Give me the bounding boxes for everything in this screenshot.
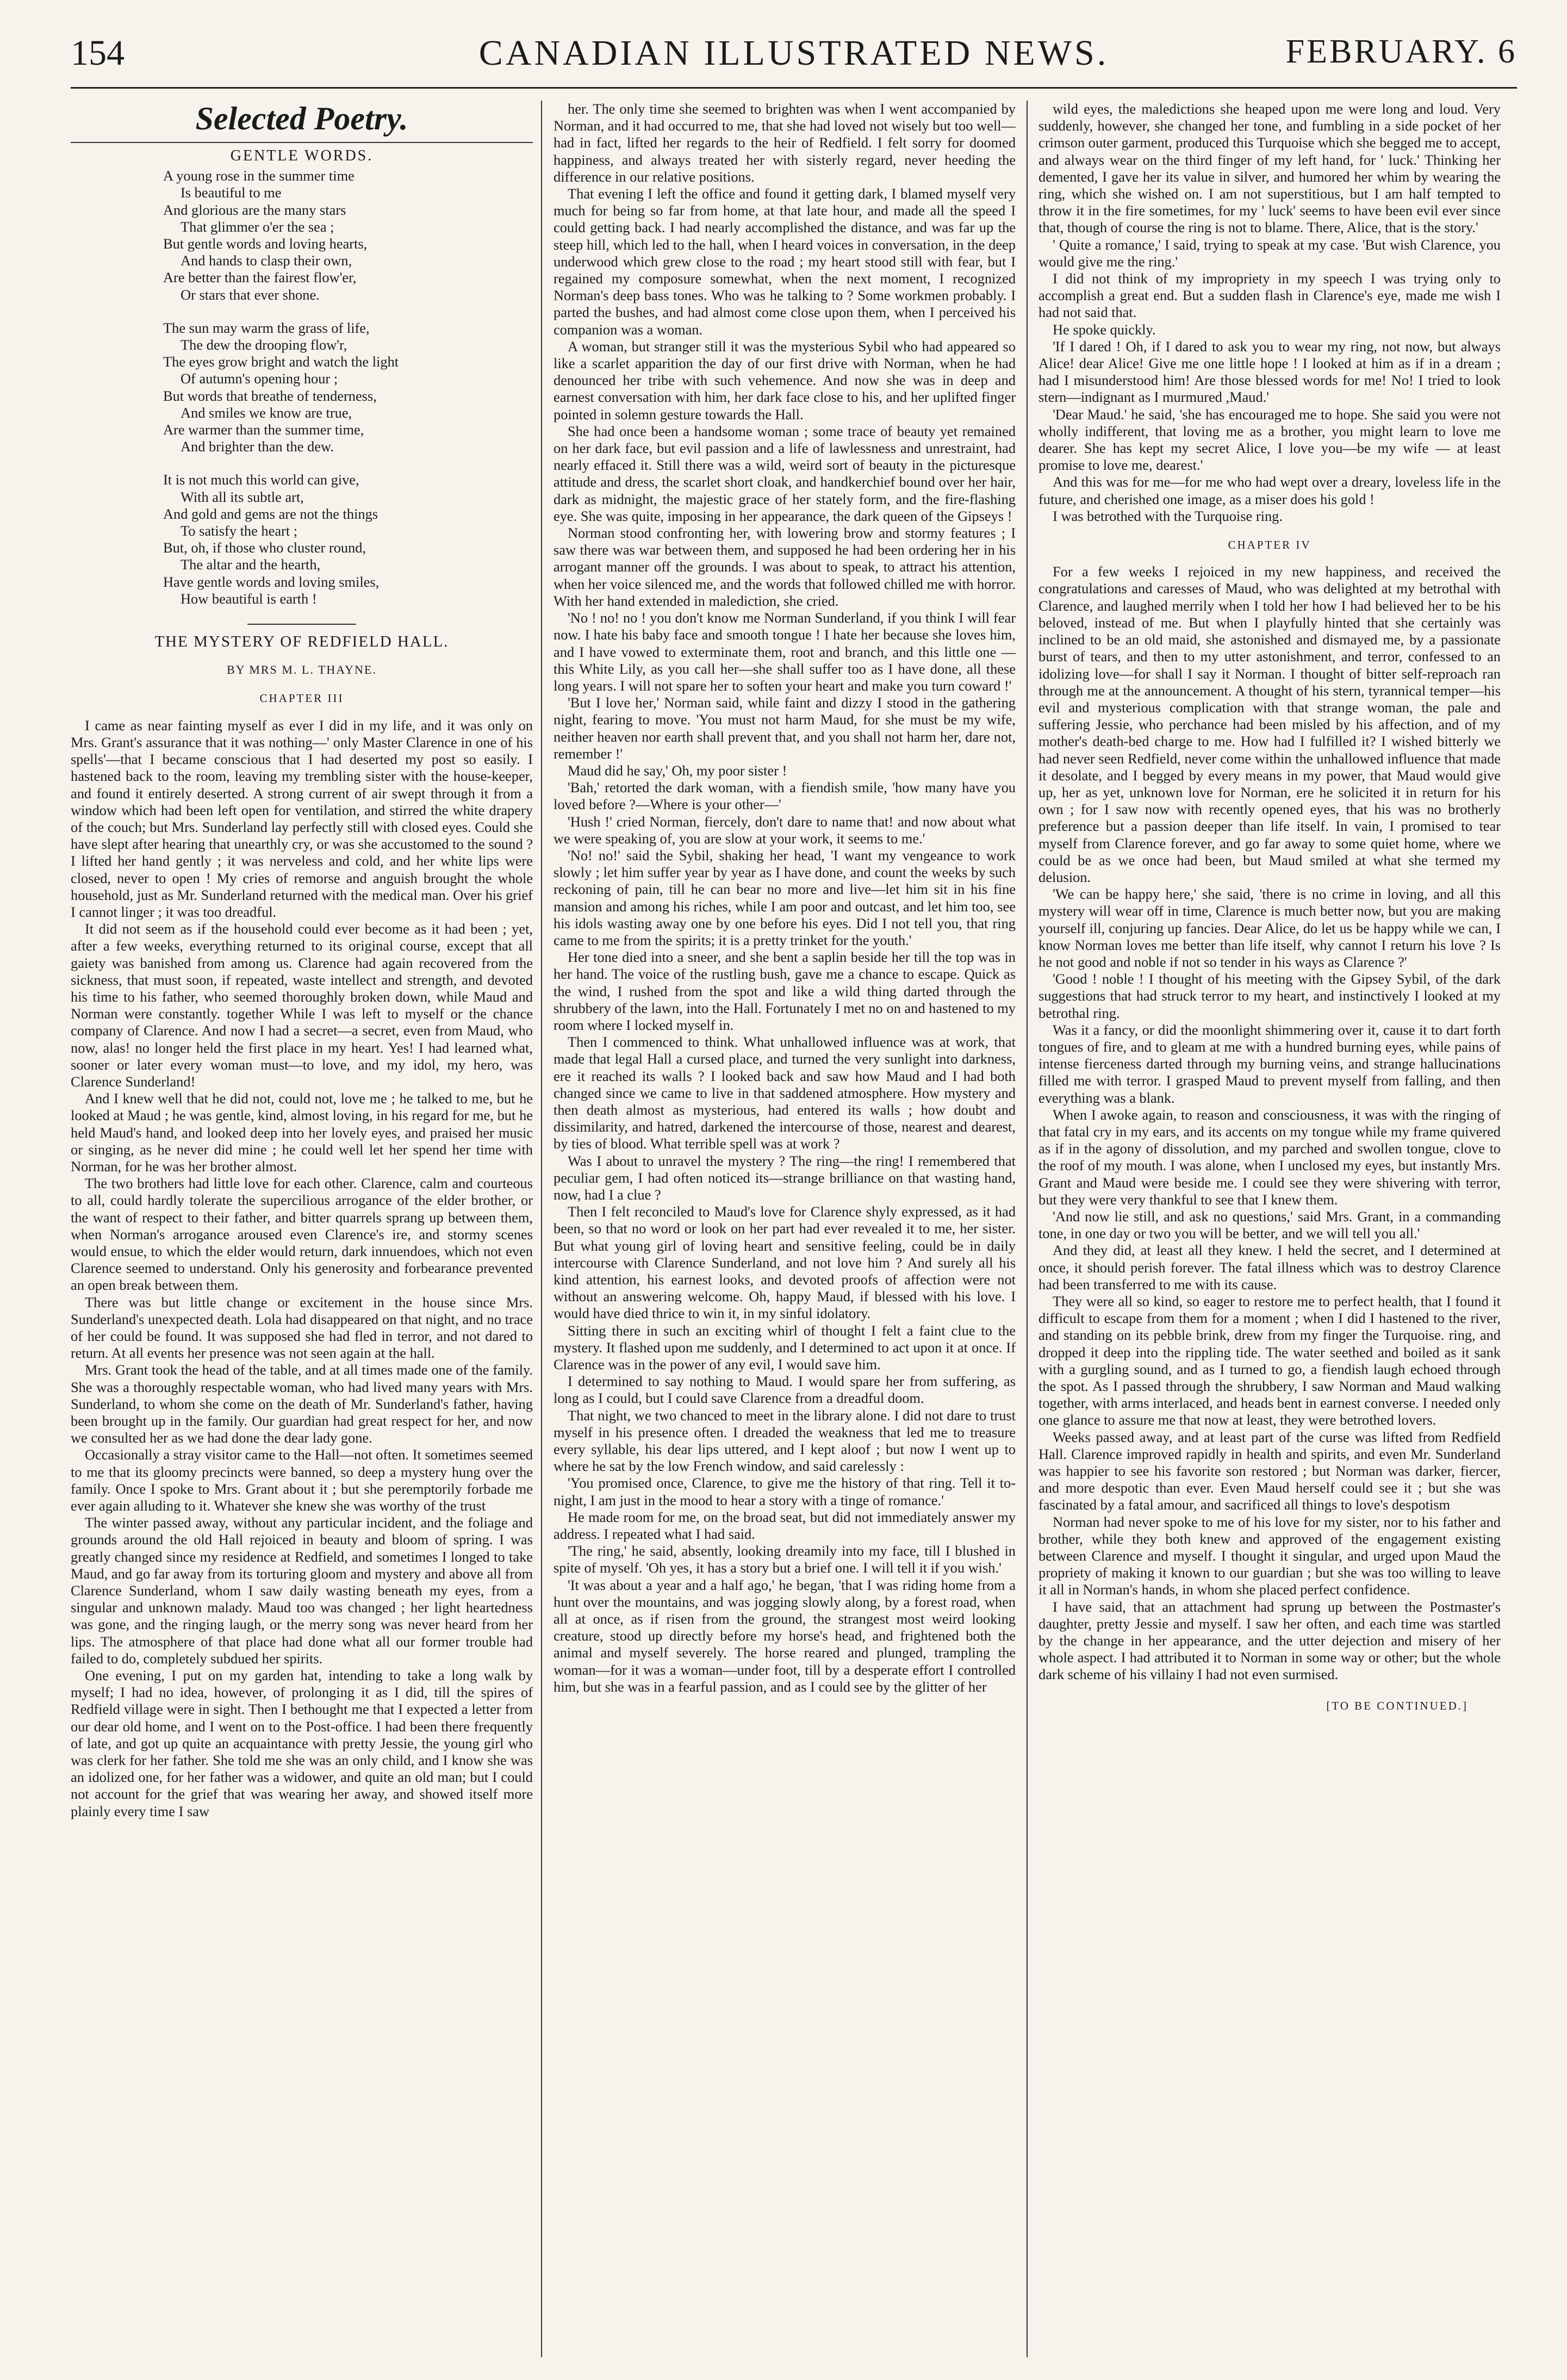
paragraph: Was I about to unravel the mystery ? The ring—the ring! I remembered that peculiar gem, I had often noticed its—strange brilliance on that wasting hand, now, had I a clue ?: [554, 1152, 1016, 1203]
poem-line: It is not much this world can give,: [163, 471, 359, 488]
paragraph: The winter passed away, without any particular incident, and the foliage and grounds around the old Hall rejoiced in beauty and bloom of spring. I was greatly changed since my residence at Redfield, and sometimes I longed to take Maud, and go far away from its torturing gloom and mystery and above all from Clarence Sunderland, whom I saw daily wasting beneath my eyes, from a singular and unknown malady. Maud too was changed ; her light heartedness was gone, and the ringing laugh, or the merry song was never heard from her lips. The atmosphere of that place had done what all our former trouble had failed to do, completely subdued her spirits.: [71, 1514, 533, 1667]
poem-line: Are warmer than the summer time,: [163, 421, 364, 438]
paragraph: The two brothers had little love for each other. Clarence, calm and courteous to all, could hardly tolerate the supercilious arrogance of the elder brother, or the want of respect to their father, and bitter quarrels sprang up between them, when Norman's arrogance aroused even Clarence's ire, and stormy scenes would ensue, to which the elder would return, dark innuendoes, which not even Clarence seemed to understand. Only his generosity and forbearance prevented an open break between them.: [71, 1175, 533, 1294]
paragraph: One evening, I put on my garden hat, intending to take a long walk by myself; I had no idea, however, of prolonging it as I did, till the spires of Redfield village were in sight. Then I bethought me that I expected a letter from our dear old home, and I went on to the Post-office. I had been there frequently of late, and got up quite an acquaintance with pretty Jessie, the young girl who was clerk for her father. She told me she was an only child, and I know she was an idolized one, for her father was a widower, and quite an old man; but I could not account for the grief that was wearing her away, and showed itself more plainly every time I saw: [71, 1667, 533, 1819]
story-title: THE MYSTERY OF REDFIELD HALL.: [154, 633, 449, 651]
poem-line: That glimmer o'er the sea ;: [181, 218, 334, 235]
paragraph: her. The only time she seemed to brighten was when I went accompanied by Norman, and it had occurred to me, that she had loved not wisely but too well—had in fact, lifted her regards to the heir of Redfield. I felt sorry for doomed happiness, and always treated her with sisterly regard, never heeding the difference in our relative positions.: [554, 101, 1016, 185]
paragraph: 'Hush !' cried Norman, fiercely, don't dare to name that! and now about what we were speaking of, you are slow at your work, it seems to me.': [554, 813, 1016, 847]
paragraph: Then I felt reconciled to Maud's love for Clarence shyly expressed, as it had been, so that no word or look on her part had ever revealed it to me, her sister. But what young girl of loving heart and sensitive feeling, could be in daily intercourse with Clarence Sunderland, and not love him ? And surely all his kind attention, his earnest looks, and devoted proofs of affection were not without an answering welcome. Oh, happy Maud, if blessed with his love. I would have died thrice to win it, in my sinful idolatory.: [554, 1203, 1016, 1322]
header-rule: [71, 87, 1517, 89]
poem-line: Of autumn's opening hour ;: [181, 370, 338, 387]
divider: [247, 624, 356, 625]
poem-line: The sun may warm the grass of life,: [163, 319, 370, 336]
column-2-text: [554, 101, 1016, 1695]
column-divider: [1027, 101, 1028, 2357]
paragraph: 'The ring,' he said, absently, looking dreamily into my face, till I blushed in spite of myself. 'Oh yes, it has a story but a brief one. I will tell it if you wish.': [554, 1543, 1016, 1576]
column-3-text: [1039, 101, 1501, 525]
poem-line: But, oh, if those who cluster round,: [163, 539, 366, 556]
paragraph: wild eyes, the maledictions she heaped upon me were long and loud. Very suddenly, however, she changed her tone, and fumbling in a side pocket of her crimson outer garment, produced this Turquoise which she begged me to accept, and always wear on the third finger of my left hand, for ' luck.' Thinking her demented, I gave her its value in silver, and humored her whim by wearing the ring, which she wished on. I am not superstitious, but I am half tempted to throw it in the fire sometimes, for my ' luck' seems to have been evil ever since that, though of course the ring is not to blame. There, Alice, that is the story.': [1039, 101, 1501, 236]
paragraph: I did not think of my impropriety in my speech I was trying only to accomplish a great end. But a sudden flash in Clarence's eye, made me wish I had not said that.: [1039, 270, 1501, 321]
paragraph: 'Bah,' retorted the dark woman, with a fiendish smile, 'how many have you loved before ?—Where is your other—': [554, 779, 1016, 813]
paragraph: For a few weeks I rejoiced in my new happiness, and received the congratulations and caresses of Maud, who was delighted at my betrothal with Clarence, and laughed merrily when I told her how I had believed her to be his beloved, instead of me. But when I playfully hinted that she certainly was inclined to be an old maid, she astonished and dismayed me, by a passionate burst of tears, and then to my utter astonishment, and terror, confessed to an idolizing love—for shall I say it Norman. I thought of bitter self-reproach ran through me at the announcement. A thought of his stern, tyrannical temper—his evil and mysterious complication with that strange woman, the pale and suffering Jessie, who perchance had been misled by his affection, and of my mother's death-bed charge to me. How had I fulfilled it? I wished bitterly we had never seen Redfield, never come within the unhallowed influence that made it desolate, and I begged by every means in my power, that Maud would give up, her as yet, unknown love for Norman, ere he solicited it in return for his own ; for I saw now with recently opened eyes, that his was no brotherly preference but a passion deeper than life itself. In vain, I promised to tear myself from Clarence forever, and go far away to some quiet home, where we could be as we once had been, but Maud smiled at what she termed my delusion.: [1039, 563, 1501, 885]
paragraph: 'But I love her,' Norman said, while faint and dizzy I stood in the gathering night, fearing to move. 'You must not harm Maud, for she must be my wife, neither heaven nor earth shall prevent that, and you shall not harm her, dare not, remember !': [554, 694, 1016, 762]
poem-line: Have gentle words and loving smiles,: [163, 573, 380, 590]
poem-line: And hands to clasp their own,: [181, 252, 352, 269]
column-divider: [541, 101, 542, 2357]
poem-line: And smiles we know are true,: [181, 404, 352, 421]
paragraph: 'No ! no! no ! you don't know me Norman Sunderland, if you think I will fear now. I hate his baby face and smooth tongue ! I hate her because she loves him, and I have vowed to exterminate them, root and branch, and this little one —this White Lily, as you call her—she shall suffer too as I have done, all these long years. I will not spare her to soften your heart and make you turn coward !': [554, 610, 1016, 694]
poem-stanza: [163, 320, 533, 456]
paragraph: I determined to say nothing to Maud. I would spare her from suffering, as long as I could, but I could save Clarence from a dreadful doom.: [554, 1373, 1016, 1407]
paragraph: I have said, that an attachment had sprung up between the Postmaster's daughter, pretty Jessie and myself. I saw her often, and each time was startled by the change in her appearance, and the utter dejection and misery of her whole aspect. I had attributed it to Norman in some way or other; but the whole dark scheme of his villainy I had not even surmised.: [1039, 1598, 1501, 1683]
paragraph: When I awoke again, to reason and consciousness, it was with the ringing of that fatal cry in my ears, and its accents on my tongue while my frame quivered as if in the agony of dissolution, and my parched and swollen tongue, clove to the roof of my mouth. I was alone, when I unclosed my eyes, but instantly Mrs. Grant and Maud were beside me. I could see they were shivering with terror, but they were very thankful to see that I knew them.: [1039, 1106, 1501, 1208]
poem-line: Are better than the fairest flow'er,: [163, 269, 357, 286]
poem-line: How beautiful is earth !: [181, 590, 317, 607]
poem-line: To satisfy the heart ;: [181, 523, 298, 539]
poem-line: Is beautiful to me: [181, 184, 282, 201]
paragraph: 'You promised once, Clarence, to give me the history of that ring. Tell it to-night, I am just in the mood to hear a story with a tinge of romance.': [554, 1475, 1016, 1508]
paragraph: Norman had never spoke to me of his love for my sister, nor to his father and brother, while they both knew and approved of the engagement existing between Clarence and myself. I thought it singular, and urged upon Maud the propriety of making it known to our guardian ; but she was too willing to leave it all in Norman's hands, in whom she placed perfect confidence.: [1039, 1513, 1501, 1598]
paragraph: I came as near fainting myself as ever I did in my life, and it was only on Mrs. Grant's assurance that it was nothing—' only Master Clarence in one of his spells'—that I became conscious that I had deserted my post so easily. I hastened back to the room, leaving my trembling sister with the house-keeper, and found it entirely deserted. A strong current of air swept through it from a window which had been left open for ventilation, and stirred the white drapery of the couch; but Mrs. Sunderland lay perfectly still with closed eyes. Could she have slept after hearing that unearthly cry, or was she accustomed to the sound ? I lifted her hand gently ; it was nerveless and cold, and her white lips were closed, never to open ! My cries of remorse and anguish brought the whole household, just as Mr. Sunderland returned with the medical man. Over his grief I cannot linger ; it was too dreadful.: [71, 717, 533, 920]
poem-title: GENTLE WORDS.: [71, 142, 533, 164]
paragraph: Was it a fancy, or did the moonlight shimmering over it, cause it to dart forth tongues of fire, and to gleam at me with a hundred burning eyes, while pains of intense fierceness darted through my burning veins, and strange hallucinations filled me with terror. I grasped Maud to prevent myself from falling, and then everything was a blank.: [1039, 1021, 1501, 1106]
paragraph: And I knew well that he did not, could not, love me ; he talked to me, but he looked at Maud ; he was gentle, kind, almost loving, in his regard for me, but he held Maud's hand, and looked deep into her lovely eyes, and praised her music or singing, as he never did mine ; he could well let her spend her time with Norman, for he was her brother almost.: [71, 1090, 533, 1175]
paragraph: Norman stood confronting her, with lowering brow and stormy features ; I saw there was war between them, and supposed he had been ordering her in his arrogant manner off the grounds. I was about to speak, to attract his attention, when her voice silenced me, and the words that followed chilled me with horror. With her hand extended in malediction, she cried.: [554, 525, 1016, 609]
poem-line: A young rose in the summer time: [163, 167, 355, 184]
poem-line: And brighter than the dew.: [181, 438, 334, 455]
paragraph: Mrs. Grant took the head of the table, and at all times made one of the family. She was a thoroughly respectable woman, who had lived many years with Mrs. Sunderland, to whom she come on the death of Mr. Sunderland's father, having been brought up in the family. Our guardian had great respect for her, and now we consulted her as we had done the dear lady gone.: [71, 1362, 533, 1446]
paragraph: There was but little change or excitement in the house since Mrs. Sunderland's unexpected death. Lola had disappeared on that night, and no trace of her could be found. It was supposed she had fled in terror, and not dared to return. At all events her presence was not seen again at the hall.: [71, 1294, 533, 1362]
paragraph: Weeks passed away, and at least part of the curse was lifted from Redfield Hall. Clarence improved rapidly in health and spirits, and even Mr. Sunderland was happier to see his favorite son restored ; but Norman was darker, fiercer, and more despotic than ever. Even Maud herself could see it ; but she was fascinated by a fatal amour, and sacrificed all things to love's despotism: [1039, 1428, 1501, 1513]
paragraph: She had once been a handsome woman ; some trace of beauty yet remained on her dark face, but evil passion and a life of lawlessness and unrestraint, had nearly effaced it. Still there was a wild, weird sort of beauty in the picturesque attitude and dress, the scarlet short cloak, and handkerchief bound over her hair, dark as midnight, the majestic grace of her stately form, and the fire-flashing eye. She was quite, imposing in her appearance, the dark queen of the Gipseys !: [554, 422, 1016, 524]
paragraph: They were all so kind, so eager to restore me to perfect health, that I found it difficult to escape from them for a moment ; when I did I hastened to the river, and standing on its pebble brink, drew from my finger the Turquoise. ring, and dropped it deep into the rippling tide. The water seethed and boiled as it sank with a gurgling sound, and as I turned to go, a fiendish laugh echoed through the spot. As I passed through the shrubbery, I saw Norman and Maud walking together, with arms interlaced, and heads bent in earnest converse. I needed only one glance to assure me that now at least, they were betrothed lovers.: [1039, 1293, 1501, 1428]
paragraph: 'It was about a year and a half ago,' he began, 'that I was riding home from a hunt over the mountains, and was jogging slowly along, by a forest road, when all at once, as if risen from the ground, the strangest most weird looking creature, stood up directly before my horse's head, and frightened both the animal and myself severely. The horse reared and plunged, trampling the woman—for it was a woman—under foot, till by a desperate effort I controlled him, but she was in a fearful passion, and as I could see by the glitter of her: [554, 1576, 1016, 1695]
poem-stanza: [163, 471, 533, 607]
paragraph: It did not seem as if the household could ever become as it had been ; yet, after a few weeks, everything returned to its original course, except that all gaiety was banished from among us. Clarence had again recovered from the sickness, that must soon, if repeated, waste intellect and strength, and devoted his time to his father, who seemed thoroughly broken down, while Maud and Norman were constantly. together While I was left to myself or the chance company of Clarence. And now I had a secret—a secret, even from Maud, who now, alas! no longer held the first place in my heart. Yes! I had learned what, sooner or later every woman must—to love, and my idol, my hero, was Clarence Sunderland!: [71, 921, 533, 1090]
publication-title: CANADIAN ILLUSTRATED NEWS.: [478, 33, 1109, 73]
poem-line: And gold and gems are not the things: [163, 505, 378, 522]
paragraph: 'No! no!' said the Sybil, shaking her head, 'I want my vengeance to work slowly ; let him suffer year by year as I have done, and count the weeks by such reckoning of pain, till he can bear no more and live—let him sit in his fine mansion and among his riches, while I am poor and outcast, and let him too, see his idols wasting away one by one before his eyes. Did I not tell you, that ring came to me from the spirits; it is a pretty trinket for the youth.': [554, 847, 1016, 948]
poem-line: But gentle words and loving hearts,: [163, 235, 368, 252]
byline: BY MRS M. L. THAYNE.: [227, 663, 377, 677]
paragraph: Sitting there in such an exciting whirl of thought I felt a faint clue to the mystery. It flashed upon me suddenly, and I determined to act upon it at once. If Clarence was in the power of any evil, I would save him.: [554, 1322, 1016, 1373]
continued-note: [TO BE CONTINUED.]: [1326, 1699, 1468, 1712]
column-1-text: [71, 717, 533, 1820]
paragraph: That evening I left the office and found it getting dark, I blamed myself very much for being so far from home, at that late hour, and made all the speed I could getting back. I had nearly accomplished the distance, and was far up the steep hill, which led to the hall, when I heard voices in conversation, in the deep underwood which grew close to the road ; my heart stood still with fear, but I regained my composure somewhat, when the next moment, I recognized Norman's deep bass tones. Who was he talking to ? Some workmen probably. I parted the bushes, and had almost come close upon them, when I perceived his companion was a woman.: [554, 185, 1016, 338]
paragraph: Then I commenced to think. What unhallowed influence was at work, that made that legal Hall a cursed place, and turned the very sunlight into darkness, ere it reached its walls ? I looked back and saw how Maud and I had both changed since we came to live in that saddened atmosphere. How mystery and then death almost as mysterious, had entered its walls ; how doubt and dissimilarity, and hatred, darkened the intercourse of those, nearest and dearest, by ties of blood. What terrible spell was at work ?: [554, 1034, 1016, 1152]
paragraph: 'Good ! noble ! I thought of his meeting with the Gipsey Sybil, of the dark suggestions that had struck terror to my heart, and instinctively I looked at my betrothal ring.: [1039, 971, 1501, 1021]
column-2: [554, 101, 1016, 2357]
paragraph: That night, we two chanced to meet in the library alone. I did not dare to trust myself in his presence often. I dreaded the weakness that led me to treasure every syllable, his dear lips uttered, and I kept aloof ; but now I went up to where he sat by the low French window, and said carelessly :: [554, 1407, 1016, 1475]
issue-date: FEBRUARY. 6: [1285, 33, 1517, 70]
paragraph: Occasionally a stray visitor came to the Hall—not often. It sometimes seemed to me that its gloomy precincts were banned, so deep a mystery hung over the family. Once I spoke to Mrs. Grant about it ; but she peremptorily forbade me ever again alluding to it. Whatever she knew she was worthy of the trust: [71, 1446, 533, 1514]
paragraph: And this was for me—for me who had wept over a dreary, loveless life in the future, and cherished one image, as a miser does his gold !: [1039, 474, 1501, 507]
page-number: 154: [71, 33, 125, 73]
poem-line: The altar and the hearth,: [181, 556, 321, 573]
column-3: [1039, 101, 1501, 2357]
paragraph: ' Quite a romance,' I said, trying to speak at my case. 'But wish Clarence, you would give me the ring.': [1039, 236, 1501, 270]
poem-line: But words that breathe of tenderness,: [163, 387, 377, 404]
chapter-heading: CHAPTER III: [259, 692, 344, 705]
page-header: [71, 27, 1517, 92]
paragraph: Maud did he say,' Oh, my poor sister !: [568, 762, 787, 779]
poem-body: [71, 167, 533, 607]
section-title: Selected Poetry.: [195, 101, 408, 136]
poem-line: The eyes grow bright and watch the light: [163, 353, 399, 370]
poem-line: The dew the drooping flow'r,: [181, 337, 347, 353]
paragraph: 'If I dared ! Oh, if I dared to ask you to wear my ring, not now, but always Alice! dear Alice! Give me one little hope ! I looked at him as if in a dream ; had I misunderstood him! Are those blessed words for me! No! I tried to look stern—indignant as I murmured ,Maud.': [1039, 338, 1501, 406]
paragraph: Her tone died into a sneer, and she bent a saplin beside her till the top was in her hand. The voice of the rustling bush, gave me a chance to escape. Quick as the wind, I rushed from the spot and like a wild thing darted through the shrubbery of the lawn, into the Hall. Fortunately I met no on and hastened to my room where I locked myself in.: [554, 949, 1016, 1033]
column-3-text: [1039, 563, 1501, 1683]
chapter-heading: CHAPTER IV: [1228, 538, 1311, 552]
paragraph: I was betrothed with the Turquoise ring.: [1053, 507, 1283, 524]
paragraph: 'Dear Maud.' he said, 'she has encouraged me to hope. She said you were not wholly indifferent, that loving me as a brother, you might learn to love me dearer. She has kept my secret Alice, I love you—be my wife — at least promise to love me, dearest.': [1039, 406, 1501, 474]
poem-line: With all its subtle art,: [181, 488, 304, 505]
poem-line: And glorious are the many stars: [163, 201, 346, 218]
poem-line: Or stars that ever shone.: [181, 286, 320, 303]
paragraph: He spoke quickly.: [1053, 321, 1156, 338]
paragraph: 'We can be happy here,' she said, 'there is no crime in loving, and all this mystery will wear off in time, Clarence is much better now, but you are making yourself ill, conjuring up fancies. Dear Alice, do let us be happy while we can, I know Norman loves me better than life itself, why cannot I return his love ? Is he not good and noble if not so tender in his ways as Clarence ?': [1039, 886, 1501, 970]
poem-stanza: [163, 167, 533, 303]
column-1: [71, 101, 533, 2357]
paragraph: He made room for me, on the broad seat, but did not immediately answer my address. I repeated what I had said.: [554, 1508, 1016, 1543]
paragraph: And they did, at least all they knew. I held the secret, and I determined at once, it should perish forever. The fatal illness which was to destroy Clarence had been transferred to me with its cause.: [1039, 1242, 1501, 1292]
paragraph: 'And now lie still, and ask no questions,' said Mrs. Grant, in a commanding tone, in one day or two you will be better, and we will tell you all.': [1039, 1208, 1501, 1242]
paragraph: A woman, but stranger still it was the mysterious Sybil who had appeared so like a scarlet apparition the day of our first drive with Norman, when he had denounced her tribe with such vehemence. And now she was in deep and earnest conversation with him, her dark face close to his, and her uplifted finger pointed in solemn gesture towards the Hall.: [554, 338, 1016, 422]
